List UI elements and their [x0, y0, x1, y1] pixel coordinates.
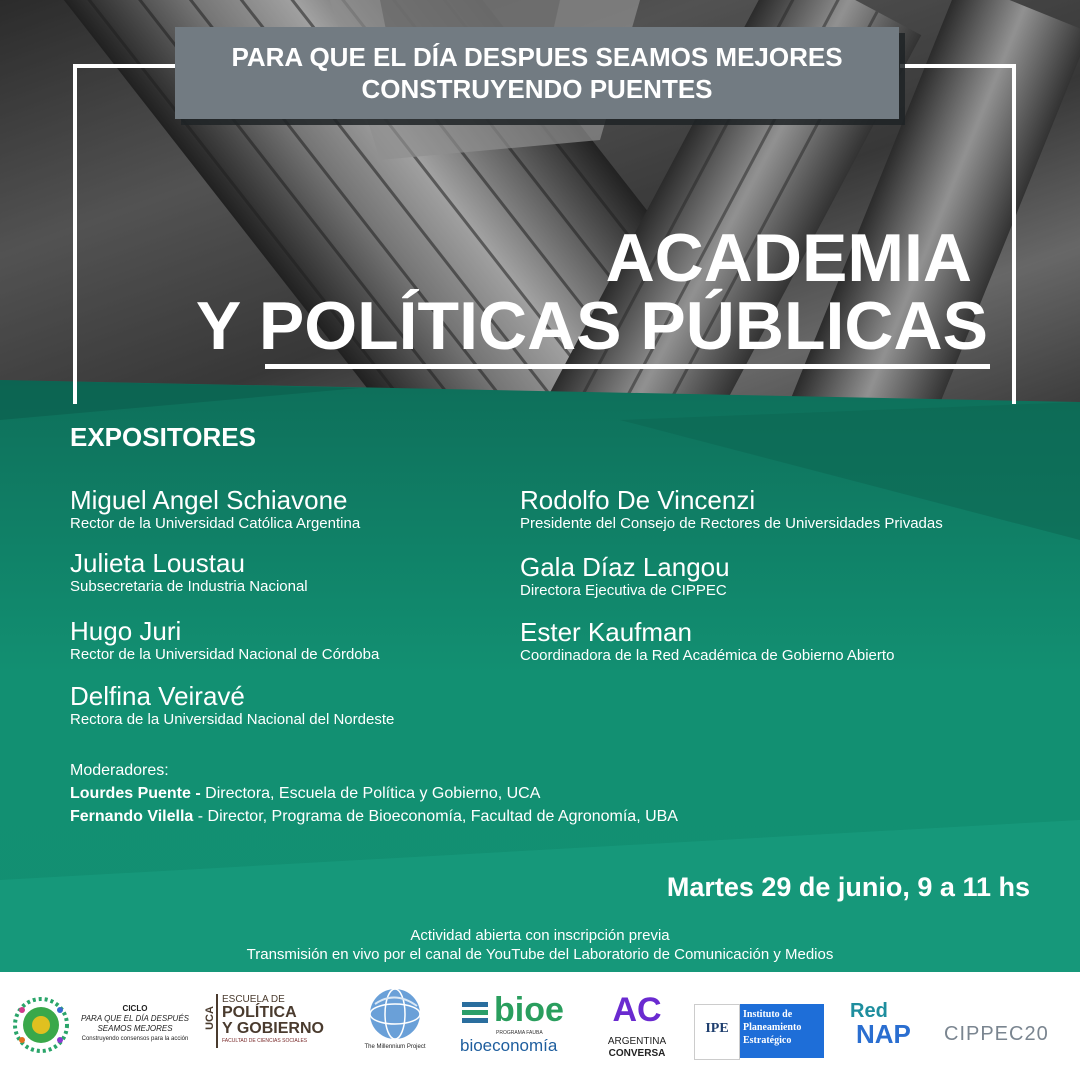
uca-line-1: ESCUELA DE: [222, 994, 285, 1005]
ipe-name-box: [740, 1004, 824, 1058]
ac-mark: AC: [612, 991, 662, 1029]
footer-line-1: Actividad abierta con inscripción previa: [410, 927, 670, 944]
speaker-role: Subsecretaria de Industria Nacional: [70, 578, 308, 595]
uca-escuela-logo: [202, 994, 342, 1054]
speaker-entry: [520, 617, 894, 665]
globe-icon: [365, 986, 425, 1042]
ipe-mark-box: [694, 1004, 740, 1060]
speaker-role: Rector de la Universidad Católica Argentina: [70, 515, 361, 532]
uca-mark: UCA: [203, 1006, 216, 1030]
divider: [216, 994, 218, 1048]
frame-line: [73, 64, 77, 404]
banner-line-1: PARA QUE EL DÍA DESPUES SEAMOS MEJORES: [231, 42, 843, 72]
frame-line: [1012, 64, 1016, 404]
speaker-role: Rector de la Universidad Nacional de Córdoba: [70, 646, 380, 663]
speaker-role: Rectora de la Universidad Nacional del Nordeste: [70, 711, 395, 728]
argentina-conversa-logo: [600, 991, 674, 1060]
ac-line-2: CONVERSA: [608, 1048, 666, 1059]
ciclo-line-3: Construyendo consensos para la acción: [81, 1036, 189, 1042]
bioe-sub: PROGRAMA FAUBA: [496, 1030, 543, 1036]
speaker-role: Directora Ejecutiva de CIPPEC: [520, 582, 727, 599]
moderators-block: [70, 759, 678, 828]
moderator-entry: [70, 782, 678, 805]
speaker-name: Gala Díaz Langou: [520, 552, 730, 582]
speaker-entry: [70, 616, 379, 664]
cippec-mark: CIPPEC20: [944, 1023, 1049, 1045]
ciclo-line-2: SEAMOS MEJORES: [97, 1024, 173, 1033]
event-title-line-1: ACADEMIA: [605, 220, 972, 296]
speaker-role: Coordinadora de la Red Académica de Gobierno Abierto: [520, 647, 895, 664]
ipe-line-1: Instituto de: [743, 1009, 793, 1020]
bioe-word: bioeconomía: [460, 1036, 558, 1055]
footer-line-2: Transmisión en vivo por el canal de YouTube del Laboratorio de Comunicación y Medios: [246, 946, 834, 963]
uca-line-2: POLÍTICA: [222, 1004, 297, 1021]
colored-dots-icon: [12, 996, 70, 1054]
footer-notes: [0, 926, 1080, 964]
rednap-line-1: Red: [850, 1000, 888, 1022]
speaker-name: Hugo Juri: [70, 616, 182, 646]
event-date: Martes 29 de junio, 9 a 11 hs: [666, 872, 1030, 902]
speaker-name: Rodolfo De Vincenzi: [520, 485, 756, 515]
speaker-name: Delfina Veiravé: [70, 681, 245, 711]
moderator-role: Directora, Escuela de Política y Gobierno, UCA: [200, 785, 541, 802]
speaker-entry: [520, 552, 730, 600]
bioe-mark: bioe: [494, 991, 564, 1029]
banner-line-2: CONSTRUYENDO PUENTES: [361, 74, 713, 104]
waves-icon: [460, 998, 490, 1028]
speaker-entry: [70, 548, 308, 596]
speaker-name: Julieta Loustau: [70, 548, 245, 578]
ipe-line-2: Planeamiento: [743, 1022, 802, 1033]
frame-line: [73, 64, 177, 68]
frame-line: [900, 64, 1016, 68]
speaker-entry: [520, 485, 943, 533]
speaker-name: Miguel Angel Schiavone: [70, 485, 348, 515]
moderator-name: Lourdes Puente -: [70, 785, 201, 802]
rednap-line-2: NAP: [856, 1019, 911, 1049]
uca-line-4: FACULTAD DE CIENCIAS SOCIALES: [222, 1038, 308, 1044]
moderator-role: - Director, Programa de Bioeconomía, Facultad de Agronomía, UBA: [193, 808, 678, 825]
title-underline: [265, 364, 990, 369]
ipe-mark: IPE: [705, 1021, 729, 1036]
ciclo-label: CICLO: [122, 1004, 148, 1013]
red-nap-logo: [848, 1000, 928, 1056]
cippec-logo: [944, 1022, 1070, 1050]
moderator-entry: [70, 805, 678, 828]
ipe-logo: [694, 1004, 826, 1058]
ac-line-1: ARGENTINA: [607, 1036, 667, 1047]
moderators-heading: Moderadores:: [70, 762, 169, 779]
moderator-name: Fernando Vilella: [70, 808, 194, 825]
ciclo-logo: [10, 996, 200, 1056]
sponsor-logo-strip: [0, 972, 1080, 1080]
millennium-project-logo: [356, 986, 434, 1058]
event-title-line-2: Y POLÍTICAS PÚBLICAS: [195, 288, 988, 364]
speaker-entry: [70, 485, 360, 533]
millennium-label: The Millennium Project: [364, 1044, 426, 1050]
ciclo-line-1: PARA QUE EL DÍA DESPUÉS: [80, 1014, 190, 1023]
speakers-heading: EXPOSITORES: [70, 422, 256, 452]
uca-line-3: Y GOBIERNO: [222, 1020, 324, 1037]
speaker-role: Presidente del Consejo de Rectores de Universidades Privadas: [520, 515, 943, 532]
ipe-line-3: Estratégico: [743, 1035, 792, 1046]
cycle-banner: [175, 27, 899, 119]
speaker-entry: [70, 681, 394, 729]
speaker-name: Ester Kaufman: [520, 617, 692, 647]
bioe-logo: [460, 991, 580, 1056]
